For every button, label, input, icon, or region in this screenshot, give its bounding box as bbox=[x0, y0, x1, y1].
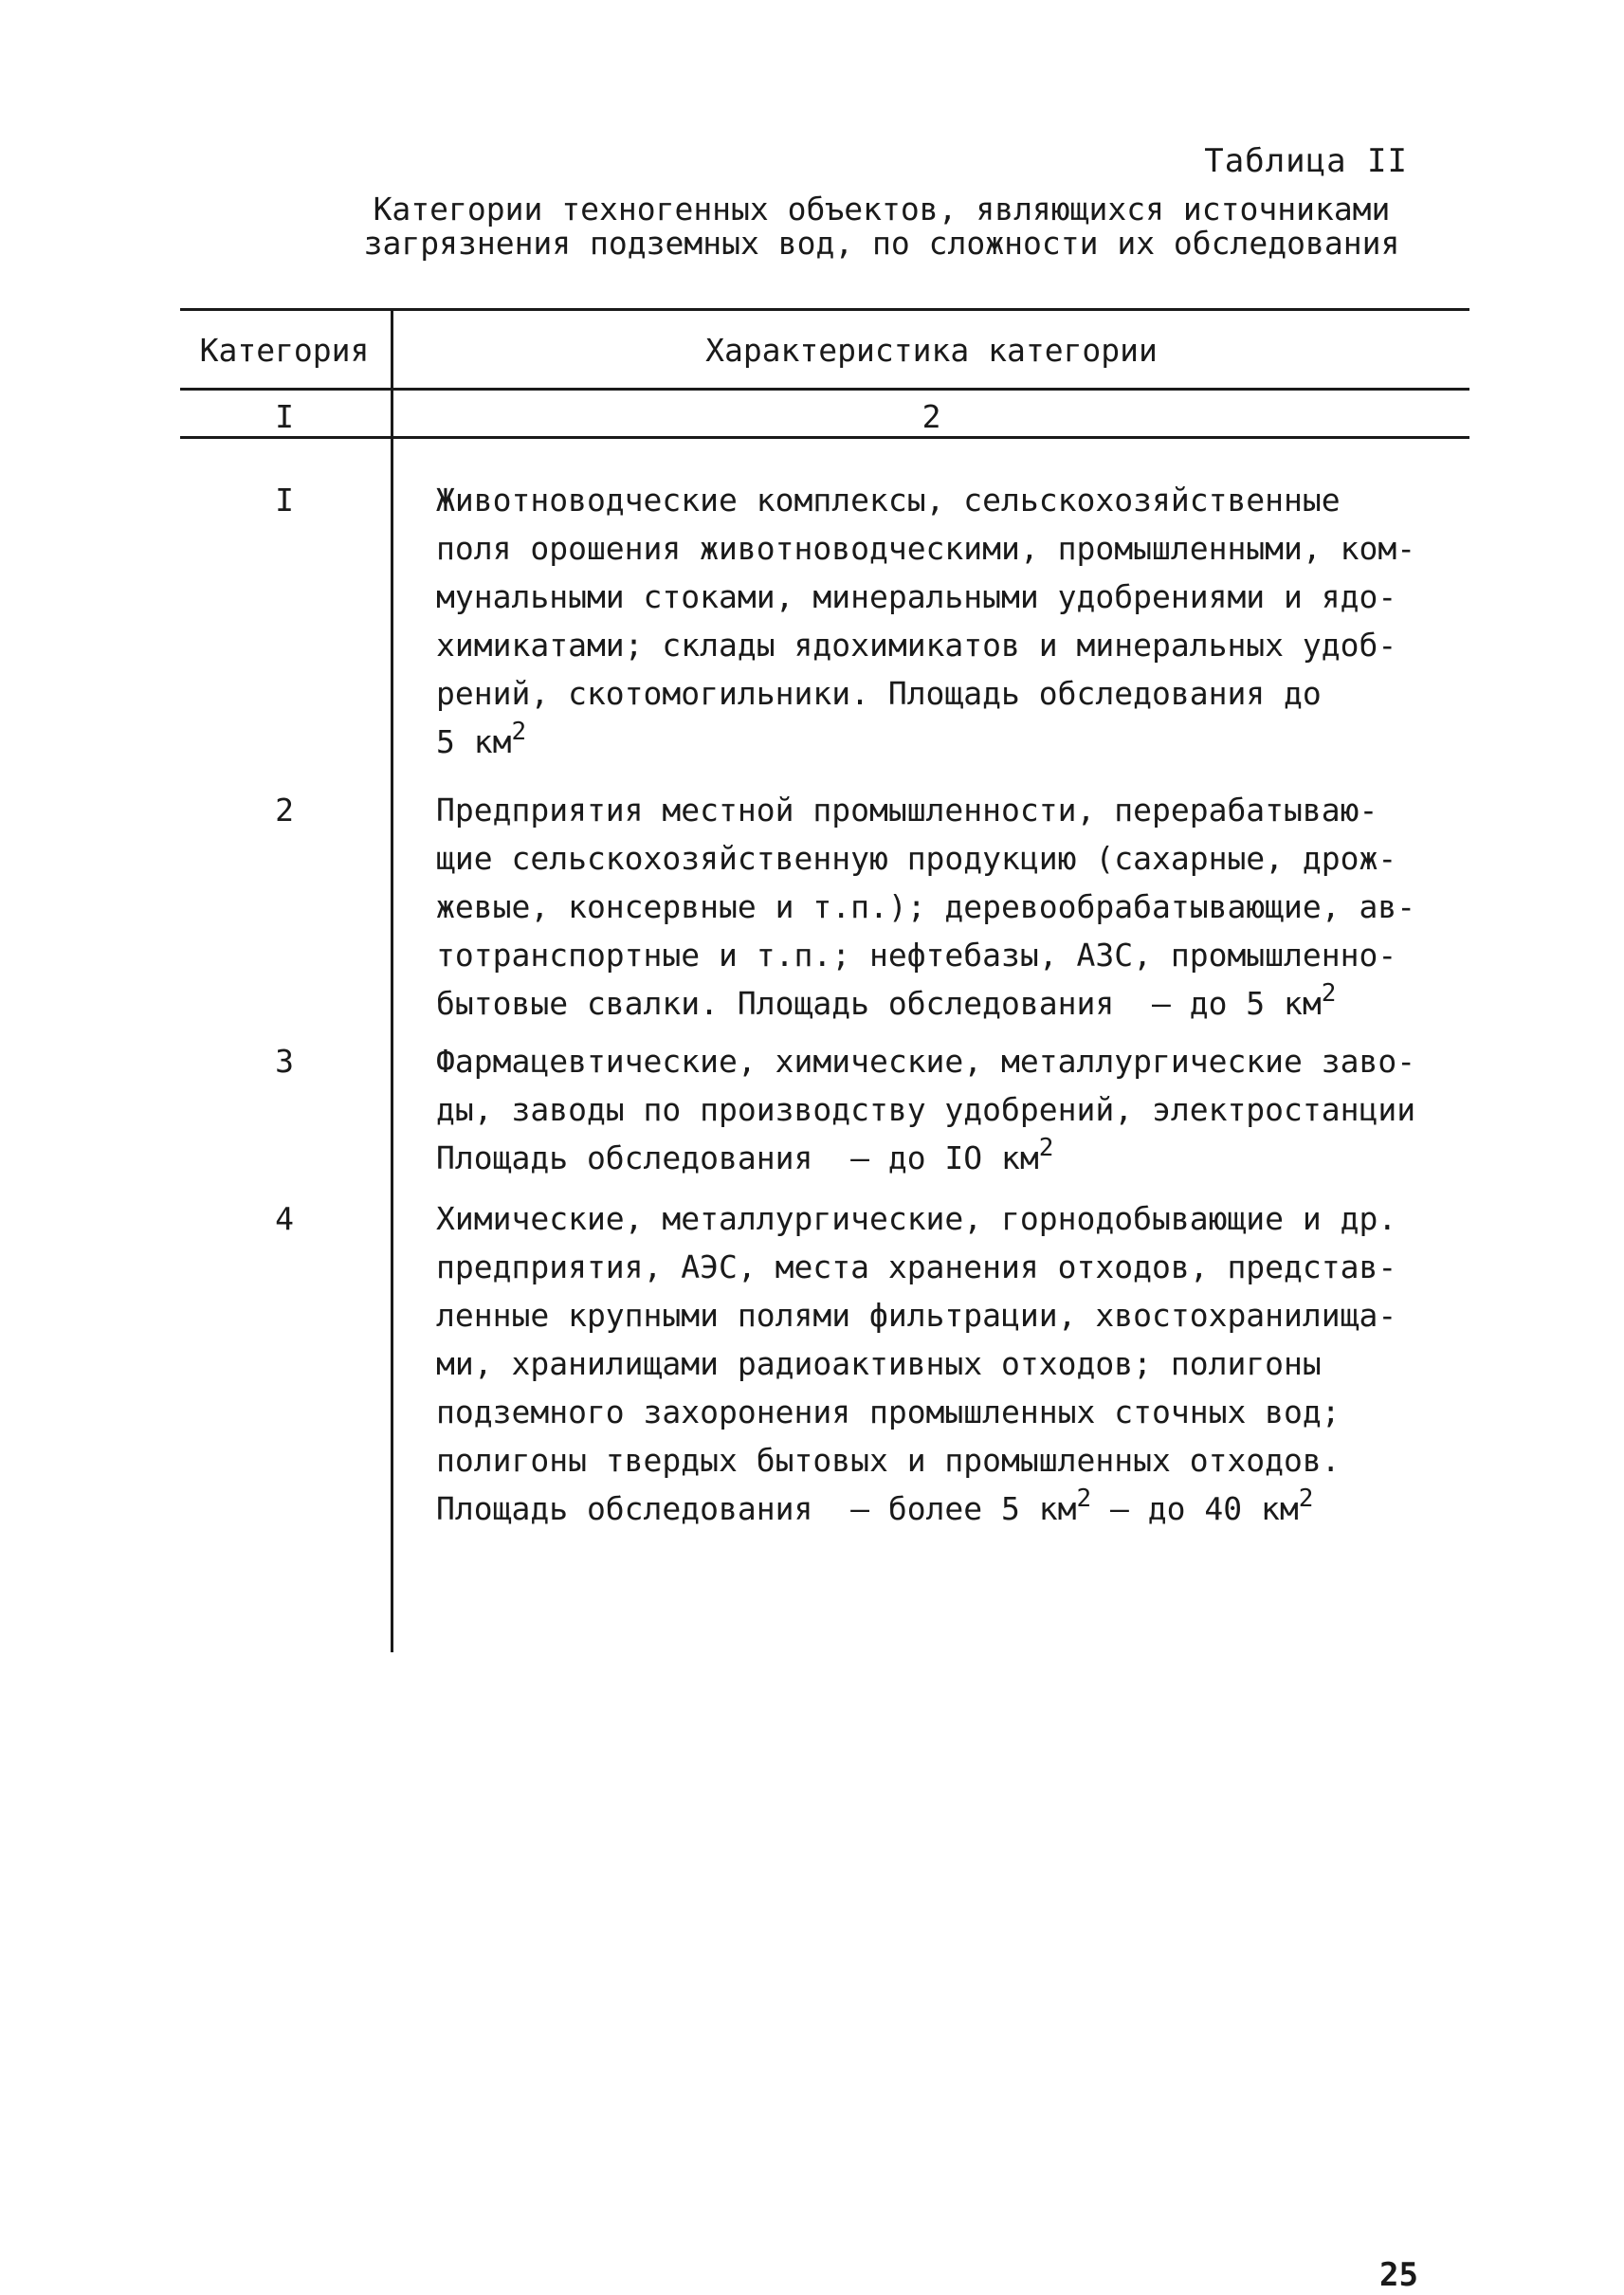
column-divider bbox=[391, 308, 393, 1652]
caption-line: загрязнения подземных вод, по сложности их обследования bbox=[363, 225, 1400, 262]
description-line: предприятия, АЭС, места хранения отходов, представ- bbox=[436, 1248, 1397, 1285]
description-text: 5 км bbox=[436, 723, 512, 760]
description-line: ми, хранилищами радиоактивных отходов; полигоны bbox=[436, 1345, 1322, 1382]
column-number-2: 2 bbox=[921, 398, 941, 435]
description-line: поля орошения животноводческими, промышленными, ком- bbox=[436, 530, 1416, 567]
description-line: тотранспортные и т.п.; нефтебазы, АЗС, промышленно- bbox=[436, 937, 1397, 974]
description-line bbox=[436, 718, 1469, 766]
table-caption bbox=[313, 192, 1451, 261]
description-text: Площадь обследования – до IO км bbox=[436, 1139, 1039, 1176]
caption-line: Категории техногенных объектов, являющихся источниками bbox=[373, 191, 1391, 228]
description-line: ды, заводы по производству удобрений, электростанции bbox=[436, 1091, 1416, 1128]
description-text: бытовые свалки. Площадь обследования – до 5 км bbox=[436, 985, 1322, 1022]
description-line bbox=[436, 1484, 1469, 1533]
description-line bbox=[436, 979, 1469, 1028]
column-number-rule bbox=[180, 436, 1469, 439]
superscript: 2 bbox=[1038, 1134, 1054, 1162]
description-line: Животноводческие комплексы, сельскохозяйственные bbox=[436, 482, 1341, 519]
description-line bbox=[436, 1134, 1469, 1182]
description-line: Предприятия местной промышленности, перерабатываю- bbox=[436, 792, 1378, 829]
category-number: 2 bbox=[275, 792, 294, 829]
description-text: – до 40 км bbox=[1091, 1490, 1299, 1527]
header-bottom-rule bbox=[180, 388, 1469, 391]
category-number: I bbox=[275, 482, 294, 519]
description-line: Химические, металлургические, горнодобывающие и др. bbox=[436, 1200, 1397, 1237]
category-description bbox=[436, 1037, 1469, 1182]
description-line: рений, скотомогильники. Площадь обследования до bbox=[436, 675, 1322, 712]
category-description bbox=[436, 786, 1469, 1028]
category-number: 4 bbox=[275, 1200, 294, 1237]
header-characteristic: Характеристика категории bbox=[705, 332, 1158, 369]
description-line: ленные крупными полями фильтрации, хвостохранилища- bbox=[436, 1297, 1397, 1334]
description-line: жевые, консервные и т.п.); деревообрабатывающие, ав- bbox=[436, 888, 1416, 925]
page-number: 25 bbox=[1379, 2256, 1418, 2294]
description-line: Фармацевтические, химические, металлургические заво- bbox=[436, 1043, 1416, 1080]
superscript: 2 bbox=[511, 718, 527, 746]
description-line: мунальными стоками, минеральными удобрениями и ядо- bbox=[436, 578, 1397, 615]
column-number-1: I bbox=[275, 398, 294, 435]
category-number: 3 bbox=[275, 1043, 294, 1080]
superscript: 2 bbox=[1321, 979, 1337, 1008]
table-number: Таблица II bbox=[1204, 142, 1408, 180]
description-line: щие сельскохозяйственную продукцию (сахарные, дрож- bbox=[436, 840, 1397, 877]
header-category: Категория bbox=[199, 332, 370, 369]
superscript: 2 bbox=[1298, 1484, 1314, 1513]
description-line: подземного захоронения промышленных сточных вод; bbox=[436, 1393, 1341, 1430]
category-description bbox=[436, 1194, 1469, 1533]
table-top-rule bbox=[180, 308, 1469, 311]
description-text: Площадь обследования – более 5 км bbox=[436, 1490, 1077, 1527]
description-line: химикатами; склады ядохимикатов и минеральных удоб- bbox=[436, 627, 1397, 664]
superscript: 2 bbox=[1076, 1484, 1092, 1513]
description-line: полигоны твердых бытовых и промышленных отходов. bbox=[436, 1442, 1341, 1479]
category-description bbox=[436, 476, 1469, 766]
